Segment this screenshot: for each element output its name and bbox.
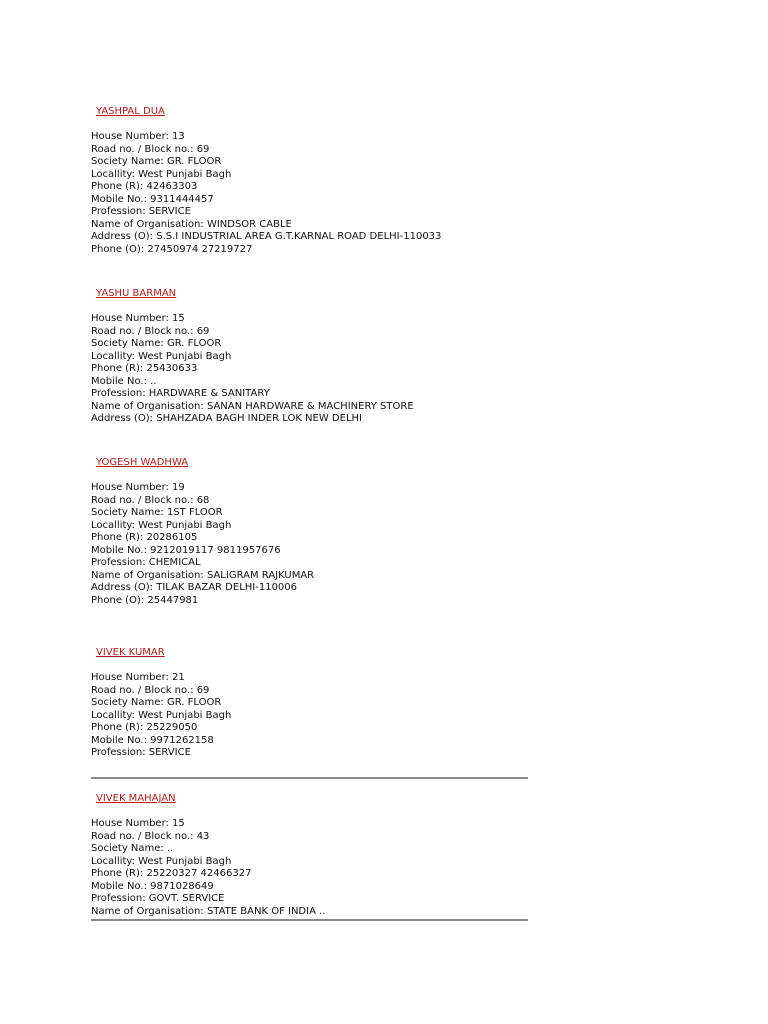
field-locality: Locallity: West Punjabi Bagh	[91, 168, 232, 180]
field-society-name: Society Name: ..	[91, 843, 174, 854]
field-profession: Profession: SERVICE	[91, 747, 191, 758]
field-organisation: Name of Organisation: STATE BANK OF INDIA ..	[91, 905, 326, 917]
entry-name-link[interactable]: VIVEK MAHAJAN	[96, 793, 176, 804]
directory-entry	[91, 99, 528, 255]
field-locality: Locallity: West Punjabi Bagh	[91, 350, 232, 362]
field-society-name: Society Name: GR. FLOOR	[91, 697, 222, 708]
field-road-block: Road no. / Block no.: 69	[91, 325, 210, 337]
field-address-office: Address (O): S.S.I INDUSTRIAL AREA G.T.KARNAL ROAD DELHI-110033	[91, 231, 442, 242]
field-house-number: House Number: 13	[91, 131, 185, 142]
field-locality: Locallity: West Punjabi Bagh	[91, 709, 232, 721]
divider	[91, 777, 528, 779]
field-phone-office: Phone (O): 27450974 27219727	[91, 243, 253, 255]
directory-entry	[91, 450, 528, 606]
field-phone-residence: Phone (R): 25220327 42466327	[91, 868, 252, 879]
entry-fields	[91, 313, 414, 426]
field-phone-residence: Phone (R): 25430633	[91, 363, 198, 374]
field-organisation: Name of Organisation: WINDSOR CABLE	[91, 218, 292, 230]
entry-fields	[91, 818, 325, 918]
field-organisation: Name of Organisation: SANAN HARDWARE & MACHINERY STORE	[91, 400, 414, 412]
field-house-number: House Number: 15	[91, 313, 185, 324]
field-society-name: Society Name: GR. FLOOR	[91, 338, 222, 349]
divider	[91, 919, 528, 921]
field-mobile: Mobile No.: 9971262158	[91, 734, 214, 746]
entry-name-link[interactable]: YOGESH WADHWA	[96, 457, 189, 468]
field-phone-residence: Phone (R): 42463303	[91, 181, 198, 192]
entry-name-link[interactable]: VIVEK KUMAR	[96, 647, 165, 658]
field-locality: Locallity: West Punjabi Bagh	[91, 855, 232, 867]
field-phone-office: Phone (O): 25447981	[91, 594, 199, 606]
field-mobile: Mobile No.: ..	[91, 375, 157, 387]
field-road-block: Road no. / Block no.: 69	[91, 684, 210, 696]
field-phone-residence: Phone (R): 20286105	[91, 532, 198, 543]
directory-entry	[91, 640, 528, 758]
field-house-number: House Number: 15	[91, 818, 185, 829]
field-road-block: Road no. / Block no.: 69	[91, 143, 210, 155]
field-profession: Profession: HARDWARE & SANITARY	[91, 388, 270, 399]
field-house-number: House Number: 19	[91, 482, 185, 493]
directory-entry	[91, 281, 528, 424]
entry-fields	[91, 482, 314, 607]
field-road-block: Road no. / Block no.: 43	[91, 830, 210, 842]
field-profession: Profession: SERVICE	[91, 206, 191, 217]
entry-name-link[interactable]: YASHPAL DUA	[96, 106, 165, 117]
field-profession: Profession: CHEMICAL	[91, 557, 201, 568]
entry-fields	[91, 672, 231, 760]
field-phone-residence: Phone (R): 25229050	[91, 722, 198, 733]
field-profession: Profession: GOVT. SERVICE	[91, 893, 225, 904]
field-society-name: Society Name: GR. FLOOR	[91, 156, 222, 167]
directory-entry	[91, 786, 528, 917]
field-house-number: House Number: 21	[91, 672, 185, 683]
field-organisation: Name of Organisation: SALIGRAM RAJKUMAR	[91, 569, 315, 581]
field-locality: Locallity: West Punjabi Bagh	[91, 519, 232, 531]
field-mobile: Mobile No.: 9212019117 9811957676	[91, 544, 281, 556]
field-address-office: Address (O): SHAHZADA BAGH INDER LOK NEW DELHI	[91, 413, 362, 424]
entry-name-link[interactable]: YASHU BARMAN	[96, 288, 177, 299]
field-society-name: Society Name: 1ST FLOOR	[91, 507, 223, 518]
field-road-block: Road no. / Block no.: 68	[91, 494, 210, 506]
field-address-office: Address (O): TILAK BAZAR DELHI-110006	[91, 582, 298, 593]
field-mobile: Mobile No.: 9871028649	[91, 880, 214, 892]
field-mobile: Mobile No.: 9311444457	[91, 193, 214, 205]
entry-fields	[91, 131, 441, 256]
